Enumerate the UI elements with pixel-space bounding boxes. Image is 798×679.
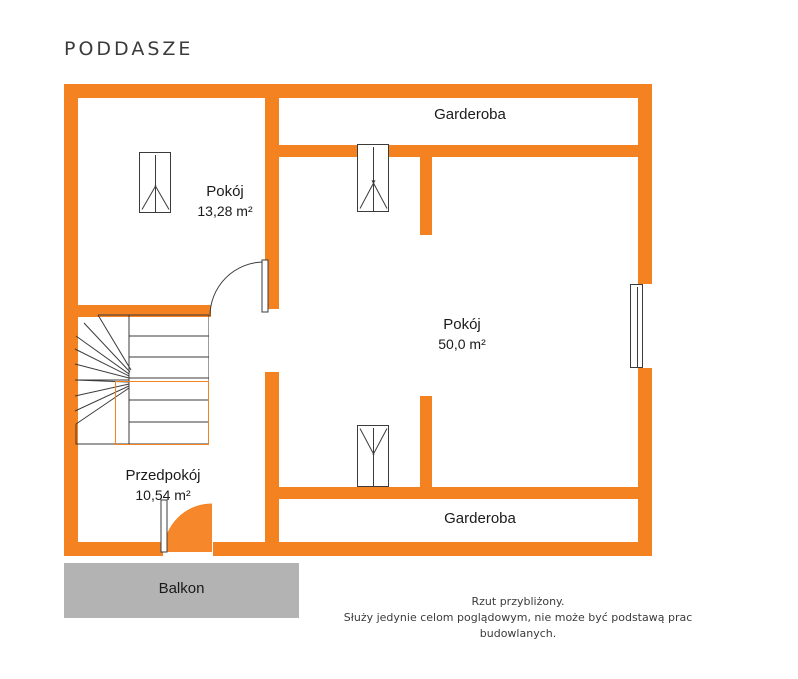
- balcony-label: Balkon: [158, 580, 205, 597]
- wall-exterior-right-upper: [638, 84, 652, 280]
- door-balcony: [158, 498, 218, 556]
- disclaimer-line-2: Służy jedynie celom poglądowym, nie może być podstawą prac budowlanych.: [343, 610, 693, 640]
- window-main-room-bottom: [357, 425, 389, 487]
- wall-interior-stub-bottom: [420, 396, 432, 487]
- page-title: PODDASZE: [64, 38, 194, 60]
- room-label-pokoj-main: [372, 315, 552, 354]
- room-name: Pokój: [443, 316, 481, 333]
- room-area: 10,54 m²: [135, 487, 191, 504]
- room-label-pokoj-top-left: [135, 182, 315, 221]
- wall-interior-garderoba-top: [279, 145, 638, 157]
- wall-exterior-bottom: [64, 542, 652, 556]
- wall-interior-vertical-spine-bottom: [265, 372, 279, 556]
- window-exterior-right: [630, 284, 643, 368]
- room-name: Garderoba: [434, 106, 506, 123]
- room-label-przedpokoj: [73, 466, 253, 505]
- room-name: Pokój: [206, 183, 244, 200]
- room-name: Garderoba: [444, 510, 516, 527]
- staircase-highlight-box: [115, 381, 209, 445]
- room-label-garderoba-top: [380, 105, 560, 125]
- disclaimer-line-1: Rzut przybliżony.: [471, 595, 565, 608]
- window-main-room-top: [357, 144, 389, 212]
- room-label-garderoba-bottom: [390, 509, 570, 529]
- disclaimer: [318, 594, 718, 642]
- wall-interior-garderoba-bottom: [279, 487, 638, 499]
- room-name: Przedpokój: [125, 467, 201, 484]
- wall-exterior-right-lower: [638, 372, 652, 556]
- wall-exterior-right-window-frame-bottom: [638, 368, 652, 372]
- room-area: 50,0 m²: [438, 336, 486, 353]
- door-pokoj-hall: [206, 258, 270, 318]
- wall-interior-stub-top: [420, 145, 432, 235]
- room-area: 13,28 m²: [197, 203, 253, 220]
- wall-exterior-top: [64, 84, 652, 98]
